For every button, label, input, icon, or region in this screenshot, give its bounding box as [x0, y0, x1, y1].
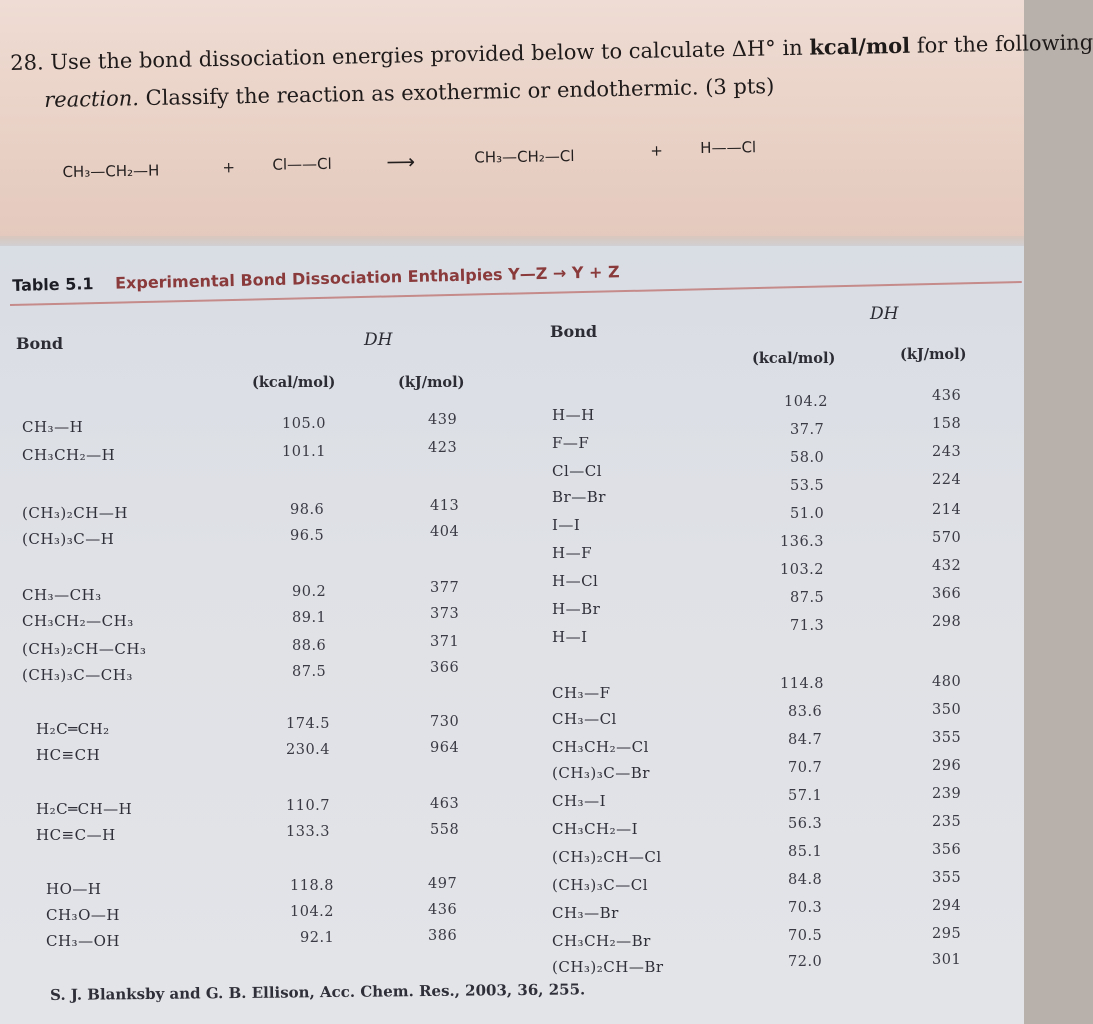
table-citation: S. J. Blanksby and G. B. Ellison, Acc. Chem. Res., 2003, 36, 255.	[50, 980, 586, 1004]
right-row-bond: CH₃—I	[552, 792, 606, 810]
right-row-kj: 294	[932, 898, 962, 914]
right-row-kj: 243	[932, 444, 962, 460]
right-row-bond: CH₃CH₂—Br	[552, 932, 651, 950]
right-row-bond: H—Br	[552, 600, 601, 618]
left-row-bond: (CH₃)₂CH—H	[22, 504, 128, 522]
left-row-kcal: 88.6	[292, 638, 327, 654]
left-row-kj: 373	[430, 606, 460, 622]
left-row-kj: 436	[428, 902, 458, 918]
left-row-bond: HC≡CH	[36, 746, 101, 764]
right-row-bond: CH₃CH₂—I	[552, 820, 639, 838]
right-row-kcal: 72.0	[788, 954, 823, 970]
right-kcal-header: (kcal/mol)	[752, 350, 836, 367]
left-row-kj: 386	[428, 928, 458, 944]
left-row-bond: CH₃—CH₃	[22, 586, 102, 604]
question-section	[0, 0, 1093, 246]
left-row-kj: 413	[430, 498, 460, 514]
right-row-kcal: 70.5	[788, 928, 823, 944]
left-row-bond: CH₃CH₂—CH₃	[22, 612, 134, 630]
plus-sign: +	[650, 141, 663, 160]
right-dh-header: DH	[870, 304, 899, 324]
right-row-kj: 158	[932, 416, 962, 432]
left-row-kcal: 174.5	[286, 716, 331, 732]
left-row-kj: 558	[430, 822, 460, 838]
reaction-arrow-icon: ⟶	[386, 149, 416, 174]
left-row-kcal: 92.1	[300, 930, 335, 946]
left-row-bond: (CH₃)₃C—H	[22, 530, 115, 548]
right-row-kcal: 70.3	[788, 900, 823, 916]
left-row-kj: 423	[428, 440, 458, 456]
right-kj-header: (kJ/mol)	[900, 346, 967, 363]
left-row-kcal: 133.3	[286, 824, 331, 840]
right-row-kcal: 87.5	[790, 590, 825, 606]
left-row-bond: H₂C═CH—H	[36, 800, 133, 818]
product-chloroethane: CH₃—CH₂—Cl	[474, 146, 575, 167]
table-section	[0, 246, 1024, 1024]
right-row-bond: Br—Br	[552, 488, 606, 506]
reaction-equation	[0, 124, 1025, 180]
left-row-kcal: 96.5	[290, 528, 325, 544]
reactant-ethane: CH₃—CH₂—H	[62, 161, 160, 182]
right-row-bond: (CH₃)₂CH—Cl	[552, 848, 662, 866]
left-row-kcal: 230.4	[286, 742, 331, 758]
right-row-bond: (CH₃)₃C—Cl	[552, 876, 649, 894]
question-text-a: Use the bond dissociation energies provided below to calculate ΔH° in	[50, 35, 810, 75]
question-text-b: for the following	[909, 30, 1093, 58]
right-row-kj: 298	[932, 614, 962, 630]
left-row-kj: 497	[428, 876, 458, 892]
right-row-kcal: 84.7	[788, 732, 823, 748]
right-row-kj: 235	[932, 814, 962, 830]
question-unit: kcal/mol	[809, 32, 911, 60]
right-row-kcal: 56.3	[788, 816, 823, 832]
right-row-kcal: 51.0	[790, 506, 825, 522]
right-row-bond: Cl—Cl	[552, 462, 603, 480]
left-row-kcal: 90.2	[292, 584, 327, 600]
right-row-kj: 214	[932, 502, 962, 518]
table-label: Table 5.1	[12, 274, 94, 295]
right-row-kcal: 37.7	[790, 422, 825, 438]
right-row-kj: 301	[932, 952, 962, 968]
plus-sign: +	[222, 158, 236, 177]
right-row-kj: 239	[932, 786, 962, 802]
left-row-kcal: 98.6	[290, 502, 325, 518]
right-row-bond: H—I	[552, 628, 588, 646]
right-row-kj: 436	[932, 388, 962, 404]
question-number: 28.	[10, 50, 44, 75]
right-row-kcal: 70.7	[788, 760, 823, 776]
right-row-kcal: 53.5	[790, 478, 825, 494]
right-row-kcal: 136.3	[780, 534, 825, 550]
left-row-kj: 964	[430, 740, 460, 756]
right-row-bond: H—Cl	[552, 572, 599, 590]
left-row-bond: CH₃O—H	[46, 906, 120, 924]
right-row-kj: 570	[932, 530, 962, 546]
reactant-chlorine: Cl——Cl	[272, 154, 332, 174]
right-row-bond: H—F	[552, 544, 592, 562]
left-row-kj: 439	[428, 412, 458, 428]
question-text-c: Classify the reaction as exothermic or endothermic. (3 pts)	[138, 73, 775, 111]
question-reaction-word: reaction.	[44, 86, 140, 112]
right-row-kj: 350	[932, 702, 962, 718]
left-row-kcal: 87.5	[292, 664, 327, 680]
left-row-kj: 371	[430, 634, 460, 650]
table-caption	[12, 262, 620, 295]
left-row-kcal: 89.1	[292, 610, 327, 626]
right-row-kj: 366	[932, 586, 962, 602]
left-row-bond: (CH₃)₂CH—CH₃	[22, 640, 147, 658]
left-row-kj: 463	[430, 796, 460, 812]
right-row-kcal: 83.6	[788, 704, 823, 720]
right-row-bond: CH₃CH₂—Cl	[552, 738, 649, 756]
left-row-bond: HO—H	[46, 880, 102, 898]
right-row-kj: 355	[932, 730, 962, 746]
right-row-kj: 295	[932, 926, 962, 942]
right-bond-header: Bond	[550, 322, 598, 341]
left-row-kj: 377	[430, 580, 460, 596]
right-row-bond: I—I	[552, 516, 581, 534]
left-row-bond: CH₃—H	[22, 418, 84, 436]
right-row-kj: 355	[932, 870, 962, 886]
table-title: Experimental Bond Dissociation Enthalpies Y—Z → Y + Z	[114, 262, 620, 293]
right-row-kcal: 84.8	[788, 872, 823, 888]
right-row-kcal: 57.1	[788, 788, 823, 804]
left-row-kj: 730	[430, 714, 460, 730]
right-row-bond: CH₃—Br	[552, 904, 619, 922]
question-line-1	[10, 29, 1093, 75]
left-row-kcal: 110.7	[286, 798, 331, 814]
right-row-bond: (CH₃)₂CH—Br	[552, 958, 664, 976]
right-row-kj: 296	[932, 758, 962, 774]
left-row-bond: CH₃—OH	[46, 932, 120, 950]
right-row-bond: (CH₃)₃C—Br	[552, 764, 650, 782]
right-row-bond: CH₃—F	[552, 684, 611, 702]
left-row-kcal: 104.2	[290, 904, 335, 920]
left-kcal-header: (kcal/mol)	[252, 374, 336, 391]
left-bond-header: Bond	[16, 334, 64, 353]
right-row-kcal: 58.0	[790, 450, 825, 466]
right-row-kcal: 114.8	[780, 676, 825, 692]
left-row-bond: (CH₃)₃C—CH₃	[22, 666, 133, 684]
right-row-kj: 224	[932, 472, 962, 488]
right-row-bond: H—H	[552, 406, 595, 424]
right-row-kcal: 104.2	[784, 394, 829, 410]
left-row-kcal: 118.8	[290, 878, 335, 894]
left-row-kcal: 101.1	[282, 444, 327, 460]
right-row-kj: 432	[932, 558, 962, 574]
right-row-kj: 356	[932, 842, 962, 858]
left-kj-header: (kJ/mol)	[398, 374, 465, 391]
left-row-kj: 404	[430, 524, 460, 540]
right-row-kcal: 71.3	[790, 618, 825, 634]
left-row-bond: H₂C═CH₂	[36, 720, 110, 738]
right-row-bond: F—F	[552, 434, 590, 452]
right-row-kj: 480	[932, 674, 962, 690]
left-row-bond: HC≡C—H	[36, 826, 116, 844]
product-hcl: H——Cl	[700, 138, 757, 158]
question-line-2	[44, 74, 774, 112]
left-row-kj: 366	[430, 660, 460, 676]
left-row-kcal: 105.0	[282, 416, 327, 432]
right-row-kcal: 85.1	[788, 844, 823, 860]
right-row-kcal: 103.2	[780, 562, 825, 578]
left-dh-header: DH	[364, 330, 393, 350]
right-row-bond: CH₃—Cl	[552, 710, 617, 728]
left-row-bond: CH₃CH₂—H	[22, 446, 116, 464]
